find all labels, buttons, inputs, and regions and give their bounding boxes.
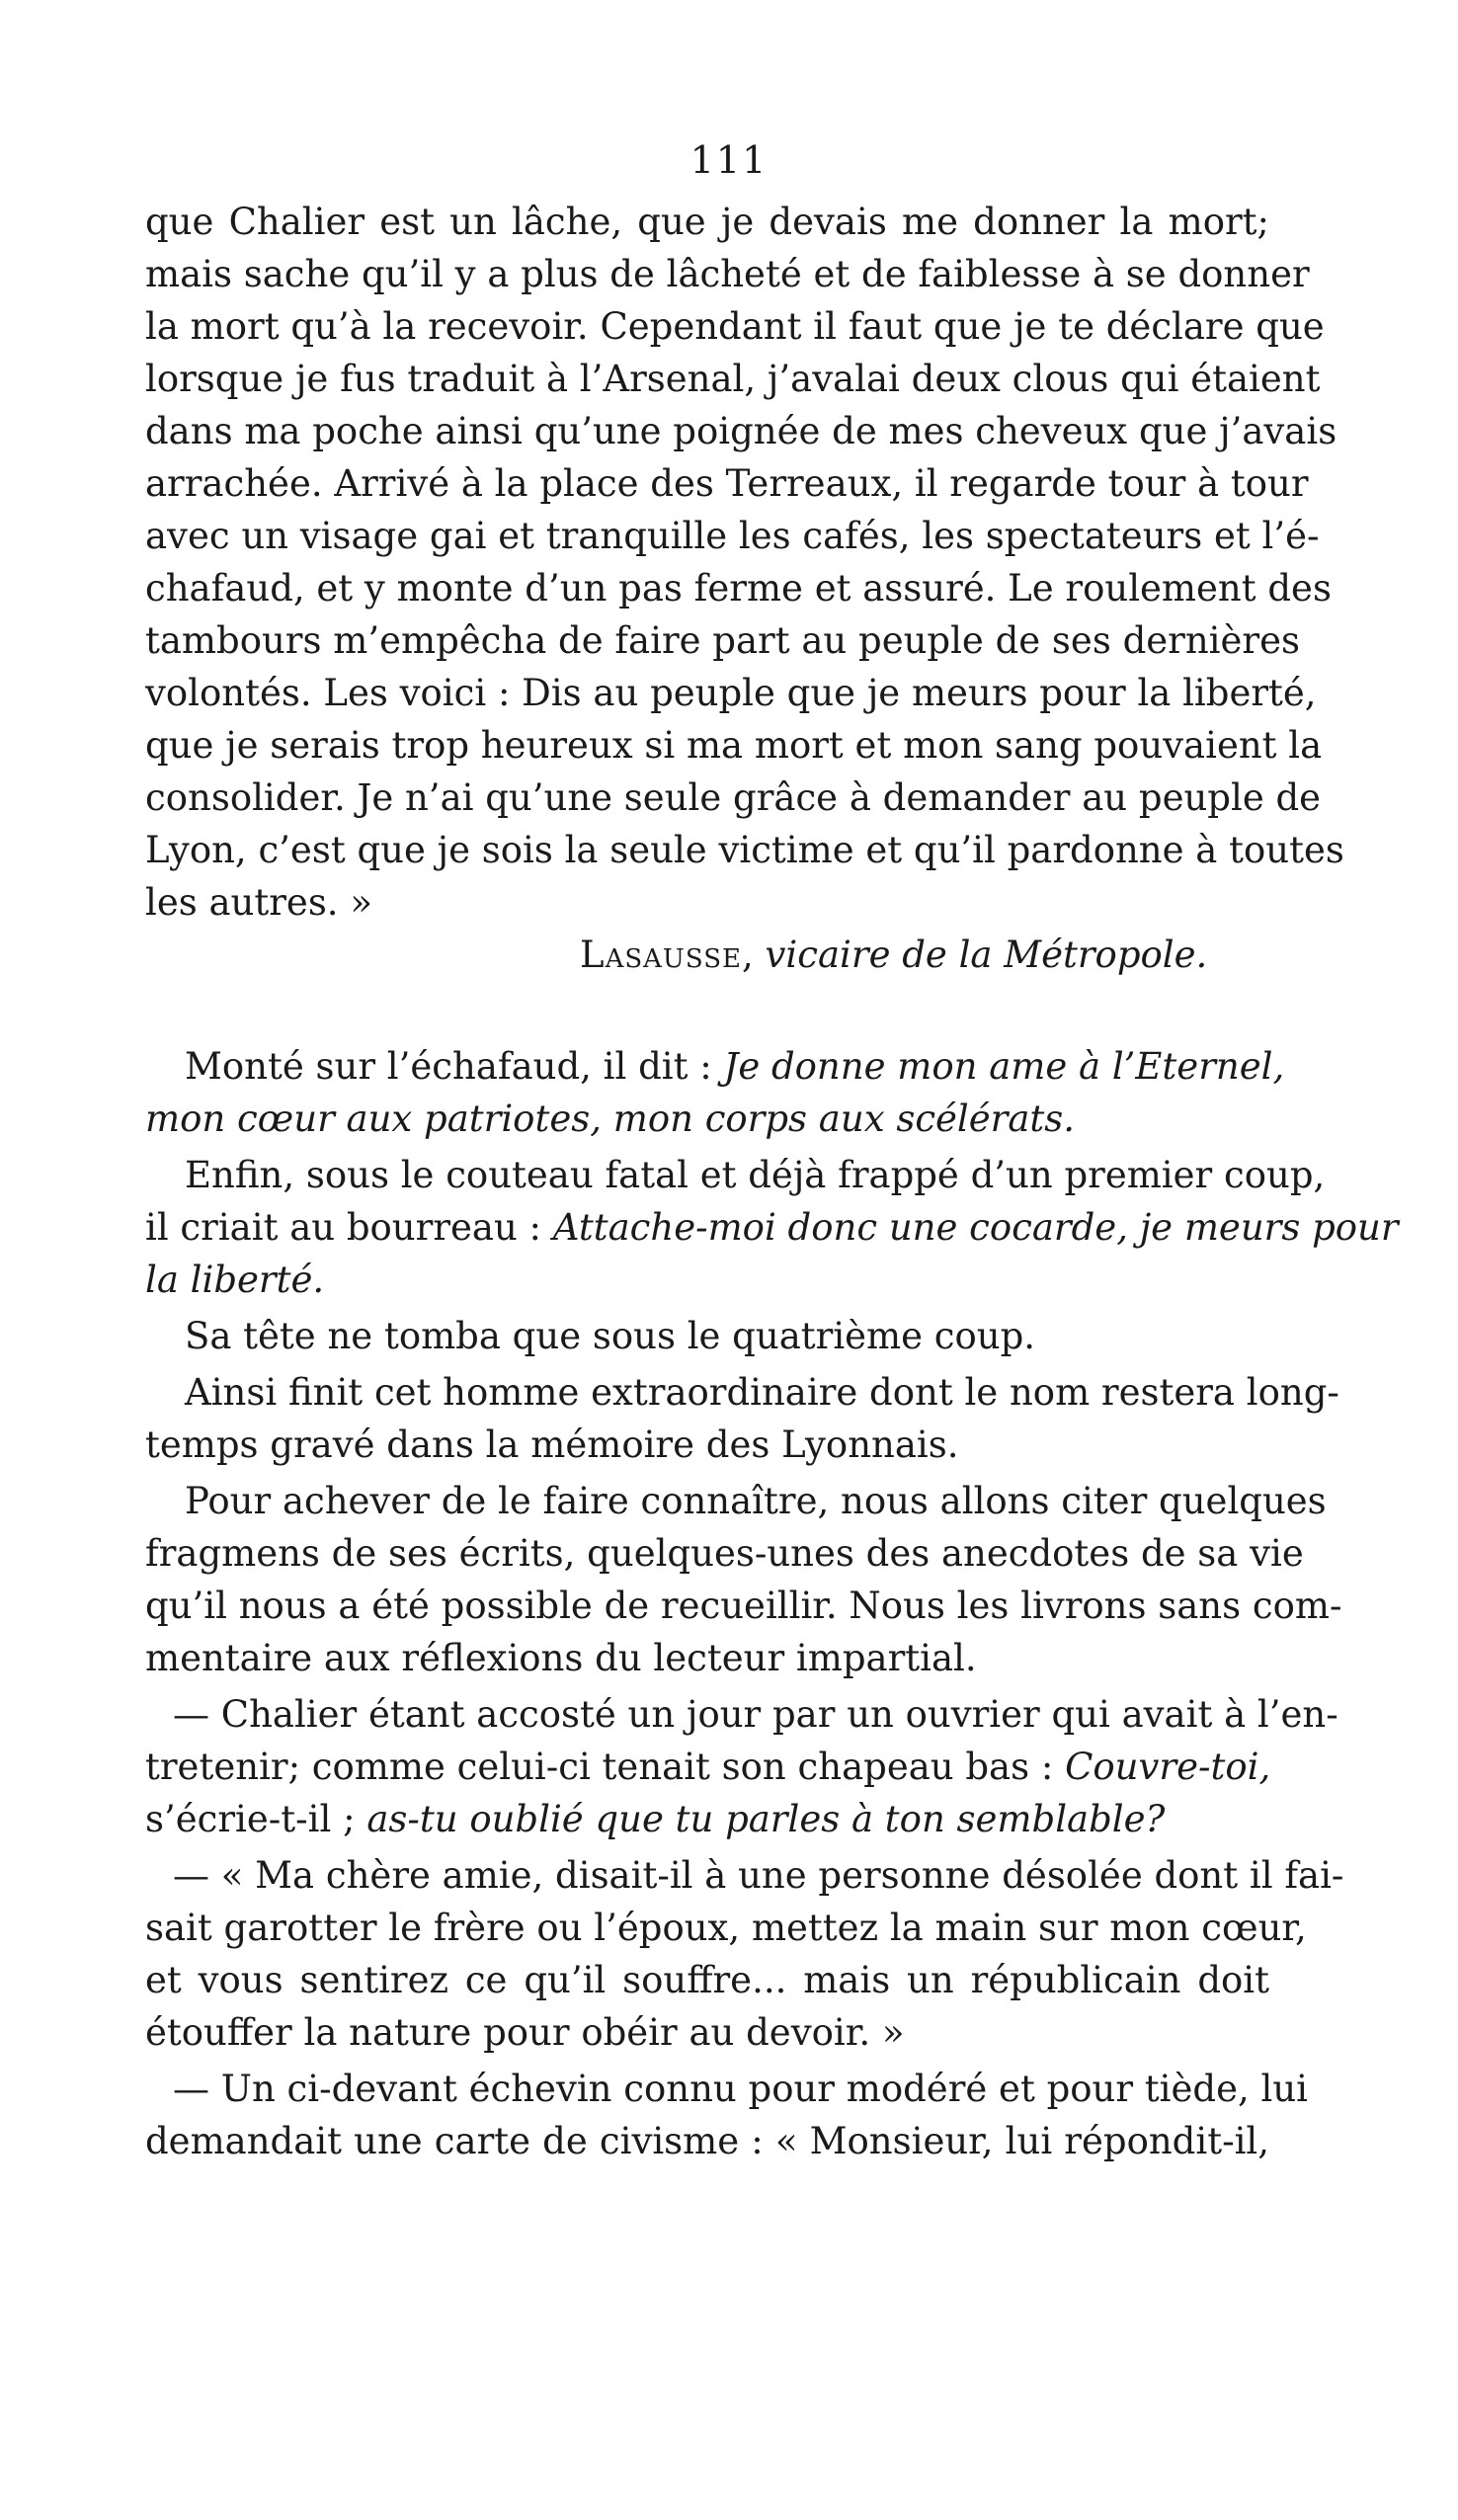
quote-line: arrachée. Arrivé à la place des Terreaux, il regarde tour à tour	[145, 462, 1309, 505]
paragraph-line: s’écrie-t-il ; as-tu oublié que tu parles à ton semblable?	[145, 1798, 1166, 1840]
paragraph-line: mentaire aux réflexions du lecteur impartial.	[145, 1637, 977, 1679]
quote-line: les autres. »	[145, 881, 372, 924]
signature-role: vicaire de la Métropole.	[765, 934, 1208, 976]
paragraph-line: Ainsi finit cet homme extraordinaire dont le nom restera long-	[185, 1371, 1339, 1414]
quote-line: la mort qu’à la recevoir. Cependant il faut que je te déclare que	[145, 305, 1325, 348]
paragraph-line: — Un ci-devant échevin connu pour modéré et pour tiède, lui	[173, 2068, 1309, 2110]
paragraph-line: fragmens de ses écrits, quelques-unes des anecdotes de sa vie	[145, 1532, 1304, 1575]
quote-line: que je serais trop heureux si ma mort et mon sang pouvaient la	[145, 724, 1323, 767]
quotation-block	[145, 196, 1399, 2167]
paragraph-line: étouffer la nature pour obéir au devoir. »	[145, 2011, 905, 2054]
quote-line: consolider. Je n’ai qu’une seule grâce à demander au peuple de	[145, 776, 1322, 819]
paragraph-line: Sa tête ne tomba que sous le quatrième coup.	[185, 1315, 1036, 1357]
paragraph-line: la liberté.	[145, 1259, 325, 1301]
paragraph-line: Monté sur l’échafaud, il dit : Je donne mon ame à l’Eternel,	[185, 1045, 1285, 1088]
paragraph-line: Enfin, sous le couteau fatal et déjà frappé d’un premier coup,	[185, 1154, 1326, 1196]
paragraph-line: qu’il nous a été possible de recueillir. Nous les livrons sans com-	[145, 1585, 1342, 1627]
paragraph-line: tretenir; comme celui-ci tenait son chapeau bas : Couvre-toi,	[145, 1746, 1271, 1788]
quote-line: avec un visage gai et tranquille les cafés, les spectateurs et l’é-	[145, 515, 1320, 557]
quote-line: tambours m’empêcha de faire part au peuple de ses dernières	[145, 619, 1300, 662]
quote-line: lorsque je fus traduit à l’Arsenal, j’avalai deux clous qui étaient	[145, 358, 1321, 400]
quote-line: dans ma poche ainsi qu’une poignée de mes cheveux que j’avais	[145, 410, 1337, 452]
paragraph-line: demandait une carte de civisme : « Monsieur, lui répondit-il,	[145, 2120, 1269, 2162]
paragraph-line: — Chalier étant accosté un jour par un ouvrier qui avait à l’en-	[173, 1693, 1338, 1736]
signature: Lasausse, vicaire de la Métropole.	[580, 934, 1208, 976]
paragraph-line: et vous sentirez ce qu’il souffre... mais un républicain doit	[145, 1959, 1269, 2001]
quote-line: que Chalier est un lâche, que je devais me donner la mort;	[145, 201, 1269, 243]
paragraph-line: sait garotter le frère ou l’époux, mettez la main sur mon cœur,	[145, 1907, 1307, 1949]
paragraph-line: — « Ma chère amie, disait-il à une personne désolée dont il fai-	[173, 1854, 1344, 1897]
quote-line: Lyon, c’est que je sois la seule victime et qu’il pardonne à toutes	[145, 829, 1344, 871]
quote-line: chafaud, et y monte d’un pas ferme et assuré. Le roulement des	[145, 567, 1332, 610]
paragraph-line: il criait au bourreau : Attache-moi donc une cocarde, je meurs pour	[145, 1206, 1399, 1249]
paragraph-line: mon cœur aux patriotes, mon corps aux scélérats.	[145, 1097, 1076, 1140]
page-number: 111	[689, 138, 769, 182]
quote-line: volontés. Les voici : Dis au peuple que je meurs pour la liberté,	[145, 672, 1317, 714]
quote-line: mais sache qu’il y a plus de lâcheté et de faiblesse à se donner	[145, 253, 1310, 295]
paragraph-line: Pour achever de le faire connaître, nous allons citer quelques	[185, 1480, 1327, 1522]
signature-name: Lasausse	[580, 934, 742, 976]
paragraph-line: temps gravé dans la mémoire des Lyonnais.	[145, 1423, 959, 1466]
